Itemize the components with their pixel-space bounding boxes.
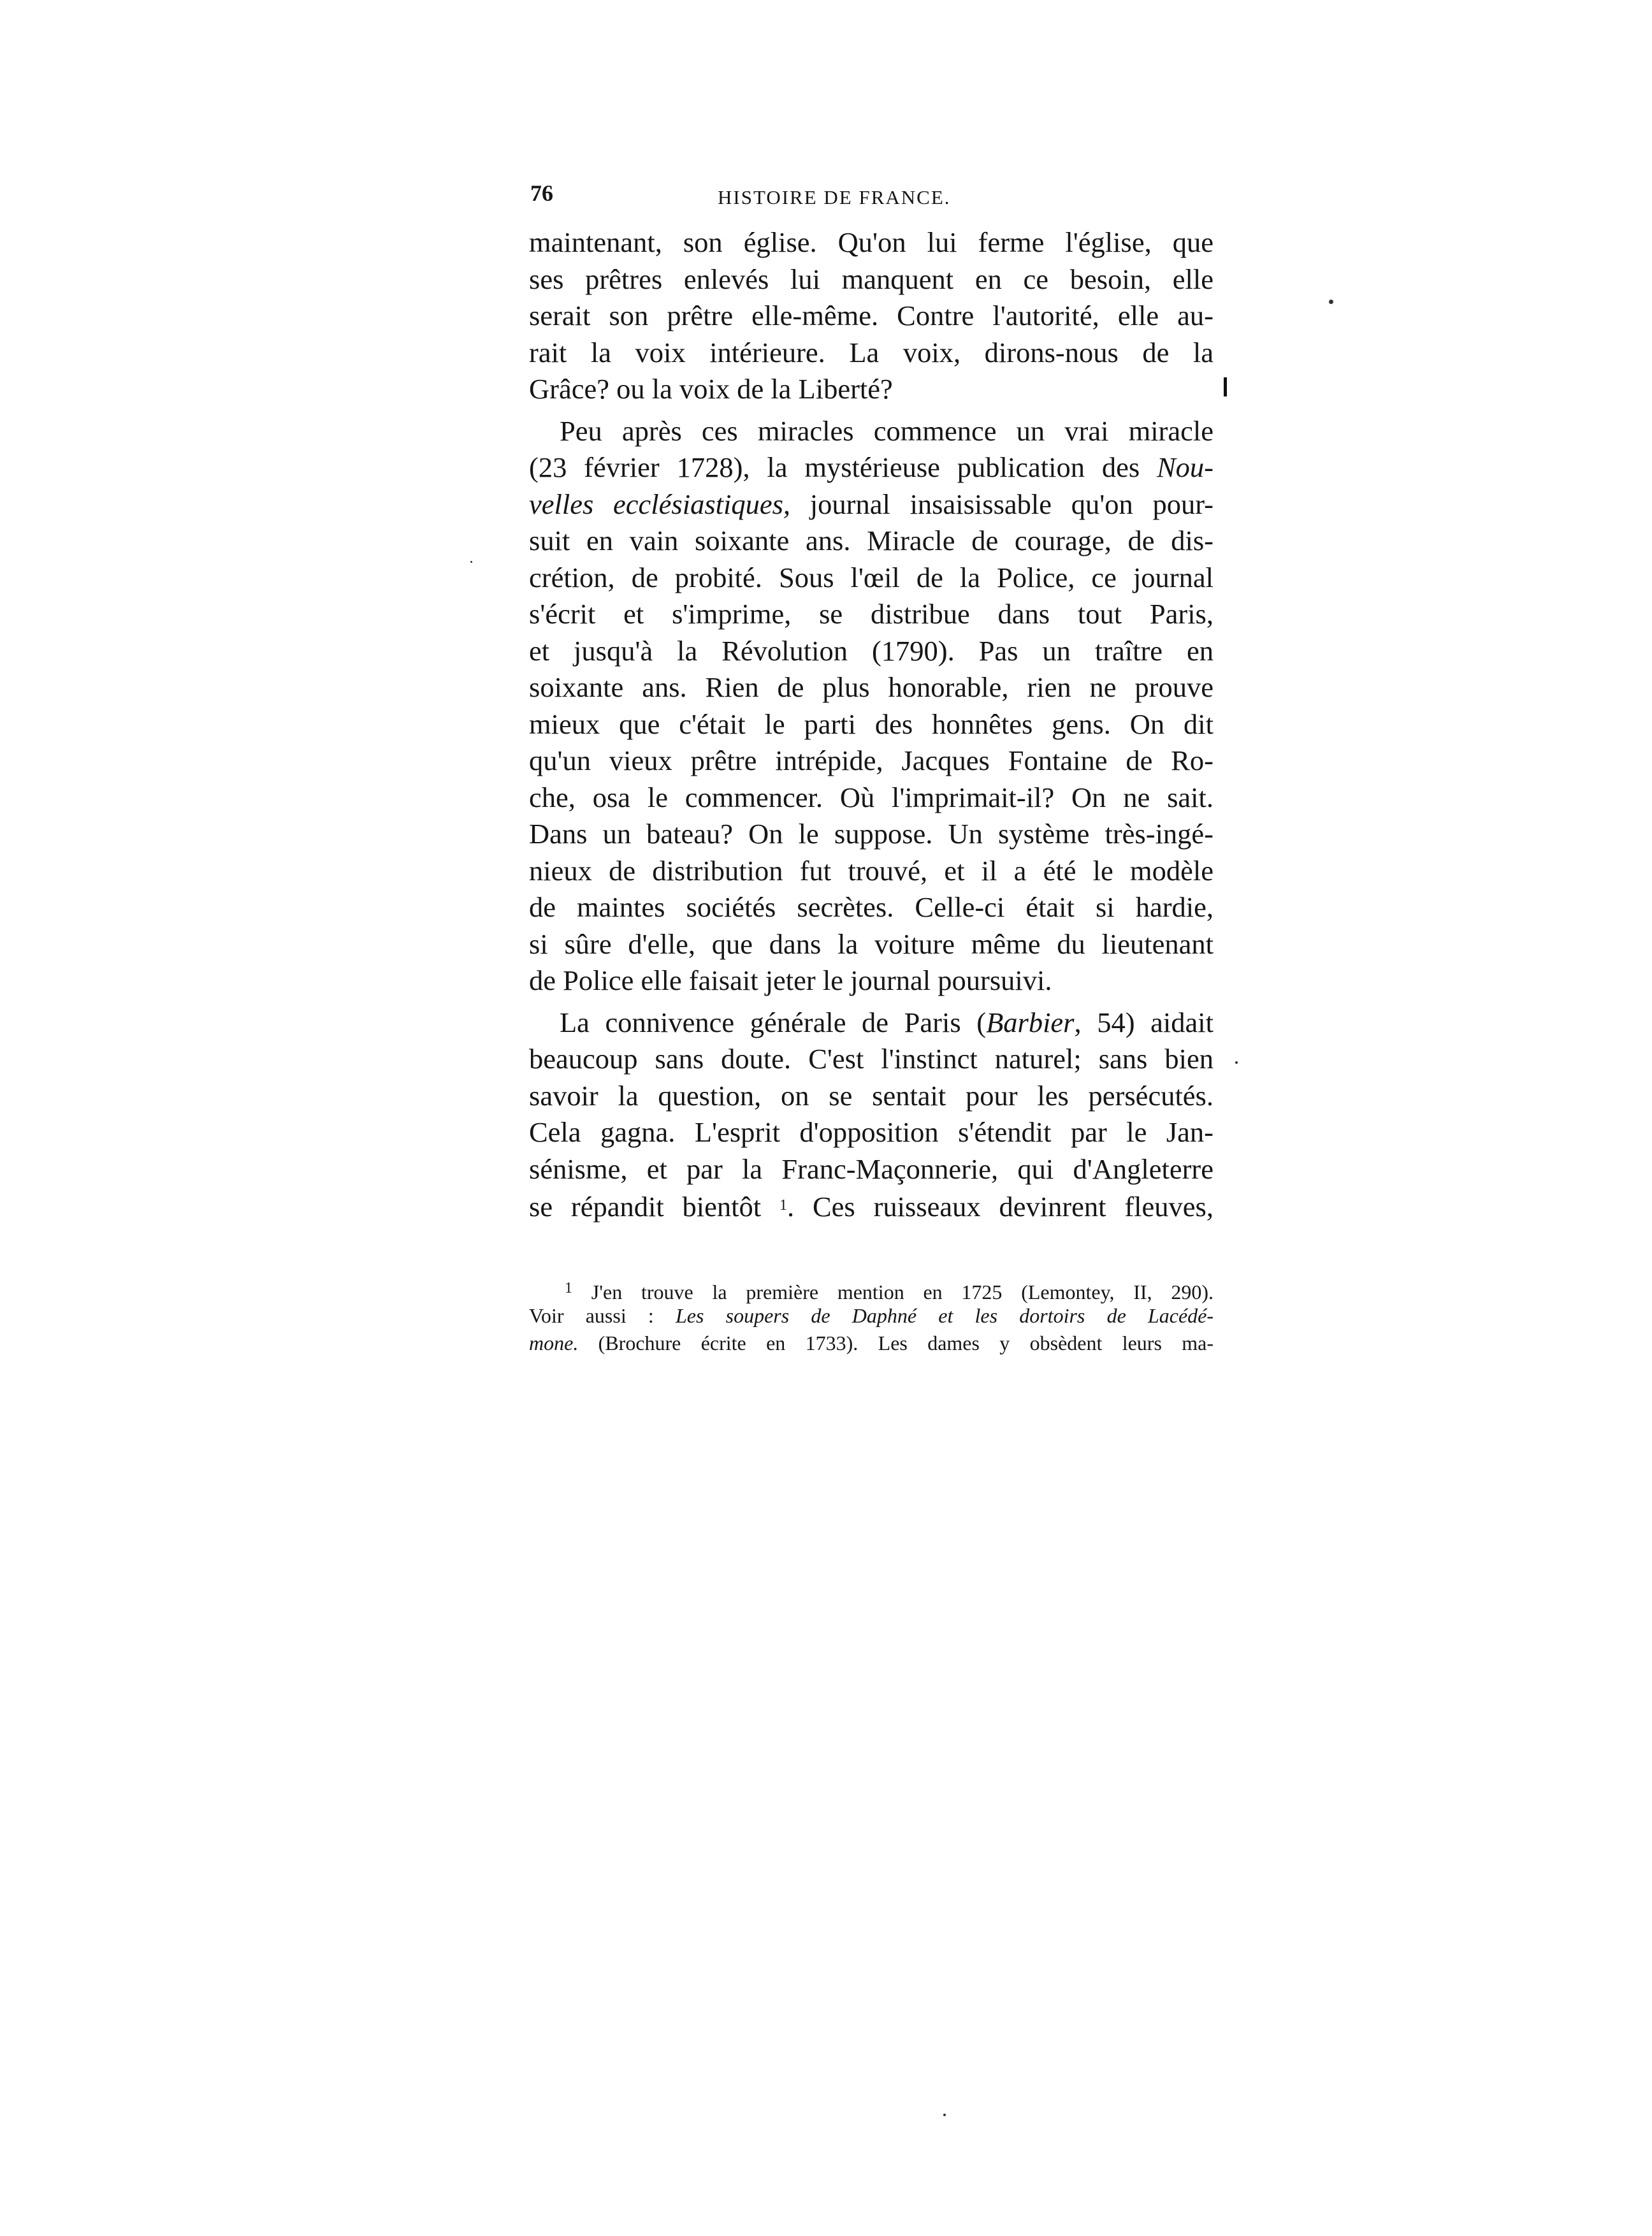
- text-line: s'écrit et s'imprime, se distribue dans tout Paris,: [529, 598, 1214, 630]
- text-line: et jusqu'à la Révolution (1790). Pas un traître en: [529, 634, 1214, 667]
- text-line: sénisme, et par la Franc-Maçonnerie, qui d'Angleterre: [529, 1152, 1214, 1185]
- text-fragment: . Ces ruisseaux devinrent fleuves,: [787, 1191, 1214, 1223]
- text-line: [529, 1005, 1214, 1042]
- footnote-reference: 1: [779, 1197, 787, 1214]
- text-fragment: se répandit bientôt: [529, 1191, 762, 1223]
- text-line: mieux que c'était le parti des honnêtes gens. On dit: [529, 708, 1214, 740]
- text-line: serait son prêtre elle-même. Contre l'autorité, elle au-: [529, 300, 1214, 331]
- journal-title-italic: velles ecclésiastiques,: [529, 488, 791, 520]
- text-line: Cela gagna. L'esprit d'opposition s'étendit par le Jan-: [529, 1116, 1214, 1148]
- text-line: soixante ans. Rien de plus honorable, rien ne prouve: [529, 671, 1214, 703]
- text-line: nieux de distribution fut trouvé, et il a été le modèle: [529, 854, 1214, 887]
- footnote-text: J'en trouve la première mention en 1725 (Lemontey, II, 290).: [591, 1281, 1214, 1303]
- scan-artifact-speck: [1329, 300, 1333, 304]
- text-line: qu'un vieux prêtre intrépide, Jacques Fontaine de Ro-: [529, 744, 1214, 776]
- text-line: che, osa le commencer. Où l'imprimait-il? On ne sait.: [529, 781, 1214, 813]
- running-head: HISTOIRE DE FRANCE.: [718, 186, 951, 208]
- text-line: de Police elle faisait jeter le journal poursuivi.: [529, 964, 1052, 996]
- text-line: [529, 486, 1214, 523]
- scan-artifact-speck: [1235, 1061, 1238, 1064]
- text-line: suit en vain soixante ans. Miracle de courage, de dis-: [529, 525, 1214, 556]
- footnote-text: (Brochure écrite en 1733). Les dames y obsèdent leurs ma-: [598, 1332, 1214, 1354]
- text-line: [529, 1187, 1214, 1224]
- body-text: [529, 224, 1214, 1224]
- scan-artifact-mark: [1224, 377, 1227, 396]
- footnote-marker: 1: [565, 1280, 572, 1296]
- text-line: beaucoup sans doute. C'est l'instinct naturel; sans bien: [529, 1043, 1214, 1075]
- text-line: Peu après ces miracles commence un vrai miracle: [560, 414, 1214, 447]
- text-line: rait la voix intérieure. La voix, dirons-nous de la: [529, 336, 1214, 368]
- footnote: [529, 1275, 1214, 1357]
- scan-artifact-speck: [470, 561, 472, 563]
- text-line: Dans un bateau? On le suppose. Un système très-ingé-: [529, 818, 1214, 850]
- footnote-italic-title: mone.: [529, 1332, 579, 1354]
- footnote-line: [529, 1330, 1214, 1357]
- citation-italic: Barbier: [986, 1006, 1075, 1038]
- text-line: de maintes sociétés secrètes. Celle-ci était si hardie,: [529, 891, 1214, 923]
- scan-artifact-speck: [943, 2114, 946, 2116]
- text-line: si sûre d'elle, que dans la voiture même du lieutenant: [529, 927, 1214, 960]
- footnote-line: [529, 1302, 1214, 1330]
- text-fragment: (23 février 1728), la mystérieuse publication des: [529, 451, 1140, 483]
- text-line: ses prêtres enlevés lui manquent en ce besoin, elle: [529, 263, 1214, 295]
- journal-title-italic: Nou-: [1157, 451, 1214, 483]
- text-line: [529, 449, 1214, 486]
- footnote-line: [529, 1275, 1214, 1302]
- text-fragment: journal insaisissable qu'on pour-: [809, 488, 1214, 520]
- text-line: Grâce? ou la voix de la Liberté?: [529, 373, 893, 405]
- text-line: maintenant, son église. Qu'on lui ferme l'église, que: [529, 226, 1214, 258]
- footnote-text: Voir aussi :: [529, 1304, 654, 1327]
- page-number: 76: [530, 180, 553, 206]
- footnote-italic-title: Les soupers de Daphné et les dortoirs de Lacédé-: [675, 1304, 1214, 1327]
- text-fragment: La connivence générale de Paris (: [560, 1006, 987, 1038]
- text-line: crétion, de probité. Sous l'œil de la Police, ce journal: [529, 561, 1214, 593]
- text-line: savoir la question, on se sentait pour les persécutés.: [529, 1079, 1214, 1112]
- text-fragment: , 54) aidait: [1074, 1006, 1214, 1038]
